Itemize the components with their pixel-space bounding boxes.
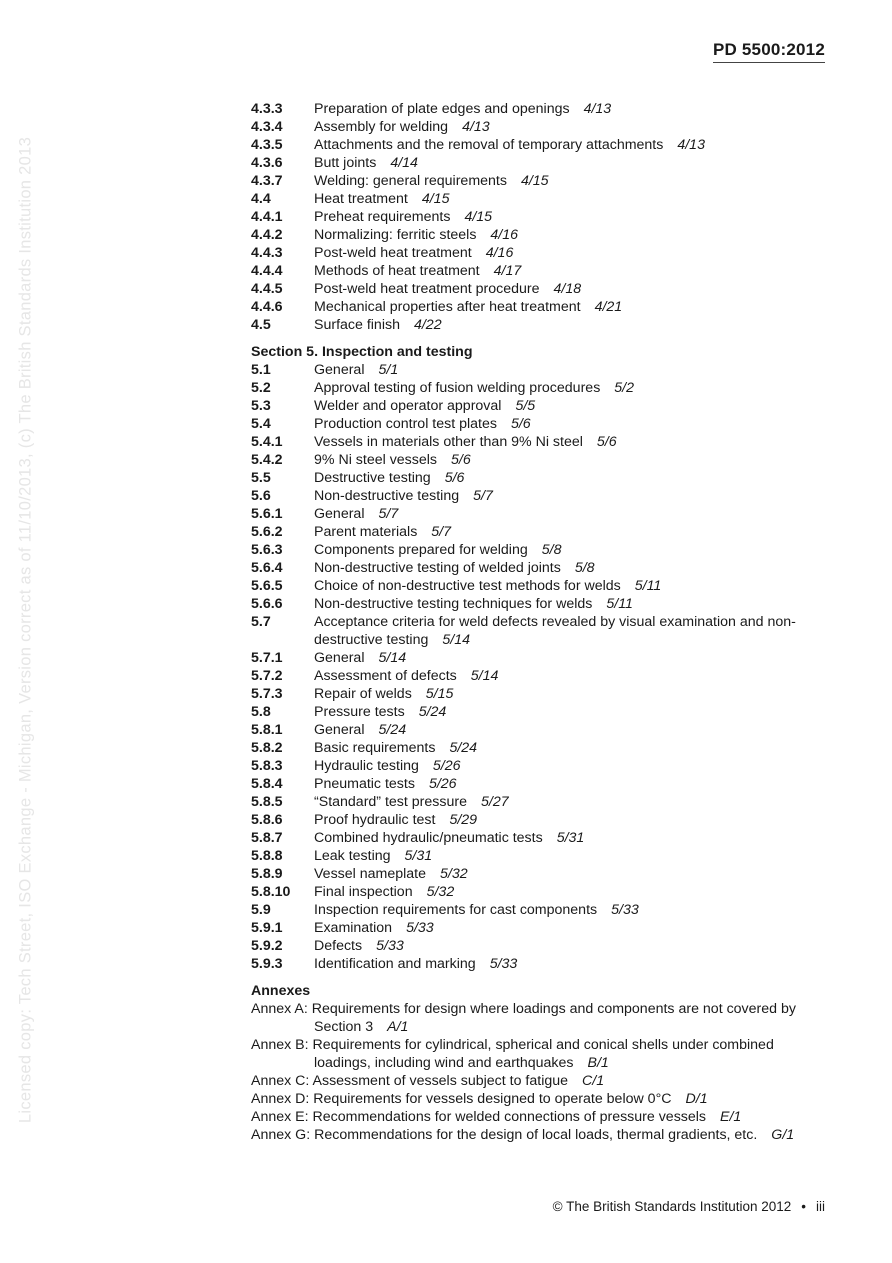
toc-entry[interactable] xyxy=(251,847,831,865)
entry-page: 4/15 xyxy=(520,173,549,189)
annexes-heading: Annexes xyxy=(251,983,311,999)
toc-entry[interactable] xyxy=(251,919,831,937)
toc-entry[interactable] xyxy=(251,298,831,316)
entry-number: 5.4.2 xyxy=(251,452,283,468)
entry-title xyxy=(314,919,434,937)
entry-number: 5.8.9 xyxy=(251,866,283,882)
entry-title xyxy=(314,847,432,865)
entry-title xyxy=(314,262,521,280)
entry-title-text: Production control test plates xyxy=(314,416,497,432)
annex-page: C/1 xyxy=(582,1073,605,1089)
entry-title xyxy=(314,811,477,829)
toc-entry[interactable] xyxy=(251,469,831,487)
toc-entry[interactable] xyxy=(251,649,831,667)
annex-entry[interactable] xyxy=(251,1090,831,1108)
toc-entry[interactable] xyxy=(251,280,831,298)
toc-entry[interactable] xyxy=(251,937,831,955)
entry-title-text: Assembly for welding xyxy=(314,119,449,135)
toc-entry[interactable] xyxy=(251,433,831,451)
toc-entry[interactable] xyxy=(251,244,831,262)
entry-title xyxy=(314,100,611,118)
entry-page: 5/14 xyxy=(470,668,499,684)
entry-page: 4/17 xyxy=(493,263,522,279)
entry-number: 5.4.1 xyxy=(251,434,283,450)
entry-number: 4.3.6 xyxy=(251,155,283,171)
annex-title: Annex D: Requirements for vessels designed to operate below 0°C xyxy=(251,1091,672,1107)
entry-title-text: Examination xyxy=(314,920,393,936)
annex-page: B/1 xyxy=(587,1055,609,1071)
toc-entry[interactable] xyxy=(251,523,831,541)
entry-number: 5.2 xyxy=(251,380,271,396)
toc-group-section5 xyxy=(251,361,831,973)
entry-title-text: Assessment of defects xyxy=(314,668,457,684)
entry-number: 5.7.3 xyxy=(251,686,283,702)
entry-title xyxy=(314,433,617,451)
entry-page: 5/8 xyxy=(541,542,562,558)
entry-title-text: Post-weld heat treatment xyxy=(314,245,472,261)
license-watermark: Licensed copy: Tech Street, ISO Exchange - Michigan, Version correct as of 11/10/2013, (c) The British Standards Institution 2013 xyxy=(16,136,35,1124)
entry-title-text: Inspection requirements for cast components xyxy=(314,902,598,918)
entry-page: 5/6 xyxy=(596,434,617,450)
entry-number: 5.8.4 xyxy=(251,776,283,792)
toc-entry[interactable] xyxy=(251,190,831,208)
entry-page: 5/5 xyxy=(515,398,536,414)
entry-title xyxy=(314,541,561,559)
entry-title xyxy=(314,298,622,316)
entry-page: 5/31 xyxy=(404,848,433,864)
entry-title xyxy=(314,901,639,919)
entry-page: 5/33 xyxy=(376,938,404,954)
annex-entry[interactable] xyxy=(251,1036,831,1072)
entry-title-text: Leak testing xyxy=(314,848,391,864)
toc-entry[interactable] xyxy=(251,505,831,523)
annex-page: D/1 xyxy=(685,1091,708,1107)
entry-number: 5.6 xyxy=(251,488,271,504)
toc-entry[interactable] xyxy=(251,226,831,244)
entry-title xyxy=(314,883,454,901)
entry-number: 4.5 xyxy=(251,317,271,333)
entry-title xyxy=(314,703,446,721)
entry-number: 5.6.6 xyxy=(251,596,283,612)
entry-title-text: Attachments and the removal of temporary attachments xyxy=(314,137,664,153)
entry-title-text: Pneumatic tests xyxy=(314,776,415,792)
entry-title xyxy=(314,379,634,397)
annex-page: A/1 xyxy=(387,1019,409,1035)
entry-number: 5.8.8 xyxy=(251,848,283,864)
entry-page: 5/6 xyxy=(451,452,471,468)
entry-title-text: Butt joints xyxy=(314,155,377,171)
annex-entry[interactable] xyxy=(251,1072,831,1090)
entry-title-text: 9% Ni steel vessels xyxy=(314,452,438,468)
entry-page: 5/2 xyxy=(614,380,635,396)
entry-title xyxy=(314,685,453,703)
entry-page: 5/24 xyxy=(449,740,478,756)
entry-page: 5/7 xyxy=(473,488,493,504)
entry-title-text: General xyxy=(314,722,365,738)
section-5-heading: Section 5. Inspection and testing xyxy=(251,344,473,360)
entry-title-text: Basic requirements xyxy=(314,740,436,756)
entry-title-text: Defects xyxy=(314,938,363,954)
entry-number: 5.6.4 xyxy=(251,560,283,576)
entry-title-text: Choice of non-destructive test methods for welds xyxy=(314,578,621,594)
entry-title-text: General xyxy=(314,650,365,666)
entry-title-text: Components prepared for welding xyxy=(314,542,528,558)
entry-number: 5.8.1 xyxy=(251,722,283,738)
entry-page: 4/21 xyxy=(594,299,623,315)
entry-number: 5.8.7 xyxy=(251,830,283,846)
toc-entry[interactable] xyxy=(251,613,831,649)
entry-title-text: Mechanical properties after heat treatment xyxy=(314,299,581,315)
entry-page: 5/14 xyxy=(378,650,407,666)
annex-entry[interactable] xyxy=(251,1126,831,1144)
entry-number: 4.3.7 xyxy=(251,173,283,189)
entry-title xyxy=(314,172,549,190)
entry-page: 5/26 xyxy=(432,758,461,774)
toc-entry[interactable] xyxy=(251,451,831,469)
entry-title xyxy=(314,523,451,541)
entry-title-text: Identification and marking xyxy=(314,956,476,972)
entry-title-text: Combined hydraulic/pneumatic tests xyxy=(314,830,543,846)
entry-number: 5.6.1 xyxy=(251,506,283,522)
entry-page: 5/7 xyxy=(378,506,399,522)
entry-page: 5/33 xyxy=(406,920,434,936)
entry-number: 5.8 xyxy=(251,704,271,720)
entry-title xyxy=(314,667,498,685)
entry-title-text: Non-destructive testing of welded joints xyxy=(314,560,561,576)
toc-entry[interactable] xyxy=(251,757,831,775)
entry-number: 4.3.4 xyxy=(251,119,283,135)
annex-title: Annex A: Requirements for design where loadings and components are not covered by Section 3 xyxy=(251,1001,796,1035)
page-footer xyxy=(553,1199,825,1214)
entry-page: 5/24 xyxy=(378,722,407,738)
annex-entry[interactable] xyxy=(251,1108,831,1126)
entry-number: 4.3.3 xyxy=(251,101,283,117)
toc-entry[interactable] xyxy=(251,208,831,226)
entry-page: 4/15 xyxy=(421,191,450,207)
entry-page: 5/6 xyxy=(510,416,531,432)
entry-title-text: “Standard” test pressure xyxy=(314,794,467,810)
entry-number: 5.8.2 xyxy=(251,740,283,756)
toc-entry[interactable] xyxy=(251,883,831,901)
toc-entry[interactable] xyxy=(251,595,831,613)
annex-title: Annex C: Assessment of vessels subject to fatigue xyxy=(251,1073,569,1089)
entry-title xyxy=(314,487,493,505)
entry-title-text: Final inspection xyxy=(314,884,413,900)
entry-title-text: Heat treatment xyxy=(314,191,408,207)
entry-title-text: Post-weld heat treatment procedure xyxy=(314,281,540,297)
toc-entry[interactable] xyxy=(251,955,831,973)
entry-number: 4.4.2 xyxy=(251,227,283,243)
entry-title xyxy=(314,226,518,244)
entry-title xyxy=(314,154,418,172)
entry-title xyxy=(314,577,661,595)
entry-title xyxy=(314,118,490,136)
entry-title xyxy=(314,415,531,433)
toc-entry[interactable] xyxy=(251,361,831,379)
annex-title: Annex G: Recommendations for the design of local loads, thermal gradients, etc. xyxy=(251,1127,758,1143)
entry-title xyxy=(314,595,633,613)
entry-title xyxy=(314,865,468,883)
entry-title-text: Hydraulic testing xyxy=(314,758,419,774)
entry-title-text: Repair of welds xyxy=(314,686,412,702)
table-of-contents xyxy=(251,100,831,1144)
toc-entry[interactable] xyxy=(251,721,831,739)
entry-number: 5.9.3 xyxy=(251,956,283,972)
entry-title-text: Surface finish xyxy=(314,317,400,333)
entry-title-text: General xyxy=(314,362,365,378)
copyright-notice: © The British Standards Institution 2012 xyxy=(552,1199,792,1214)
entry-title xyxy=(314,793,509,811)
entry-number: 5.8.3 xyxy=(251,758,283,774)
annex-page: E/1 xyxy=(720,1109,742,1125)
entry-title xyxy=(314,244,513,262)
annex-list xyxy=(251,1000,831,1144)
entry-number: 5.9.1 xyxy=(251,920,283,936)
toc-entry[interactable] xyxy=(251,559,831,577)
toc-entry[interactable] xyxy=(251,262,831,280)
entry-title-text: Approval testing of fusion welding procedures xyxy=(314,380,601,396)
entry-page: 5/24 xyxy=(418,704,447,720)
toc-entry[interactable] xyxy=(251,100,831,118)
entry-title-text: Preheat requirements xyxy=(314,209,451,225)
document-id: PD 5500:2012 xyxy=(713,40,825,63)
entry-title-text: Proof hydraulic test xyxy=(314,812,436,828)
entry-page: 5/11 xyxy=(606,596,633,612)
entry-title xyxy=(314,613,831,649)
entry-title-text: Parent materials xyxy=(314,524,418,540)
entry-title xyxy=(314,757,461,775)
entry-page: 5/32 xyxy=(440,866,468,882)
entry-title-text: Non-destructive testing techniques for welds xyxy=(314,596,593,612)
entry-page: 4/15 xyxy=(464,209,493,225)
entry-title xyxy=(314,937,404,955)
entry-title-text: Methods of heat treatment xyxy=(314,263,480,279)
toc-entry[interactable] xyxy=(251,415,831,433)
entry-number: 4.4.4 xyxy=(251,263,283,279)
toc-entry[interactable] xyxy=(251,487,831,505)
entry-page: 5/15 xyxy=(425,686,454,702)
entry-number: 4.4.1 xyxy=(251,209,283,225)
entry-title xyxy=(314,190,449,208)
entry-number: 4.4.5 xyxy=(251,281,283,297)
toc-entry[interactable] xyxy=(251,703,831,721)
entry-number: 5.8.5 xyxy=(251,794,283,810)
toc-entry[interactable] xyxy=(251,793,831,811)
entry-page: 5/29 xyxy=(449,812,478,828)
entry-title-text: Welder and operator approval xyxy=(314,398,502,414)
entry-number: 5.1 xyxy=(251,362,271,378)
entry-title xyxy=(314,505,398,523)
entry-title xyxy=(314,469,464,487)
entry-number: 5.8.6 xyxy=(251,812,283,828)
toc-entry[interactable] xyxy=(251,136,831,154)
entry-title xyxy=(314,829,584,847)
entry-title-text: Vessels in materials other than 9% Ni steel xyxy=(314,434,583,450)
entry-title xyxy=(314,649,406,667)
toc-entry[interactable] xyxy=(251,811,831,829)
toc-entry[interactable] xyxy=(251,865,831,883)
entry-number: 5.9.2 xyxy=(251,938,283,954)
entry-page: 5/7 xyxy=(431,524,452,540)
toc-entry[interactable] xyxy=(251,541,831,559)
entry-number: 5.7.1 xyxy=(251,650,283,666)
entry-title xyxy=(314,136,705,154)
entry-number: 5.7.2 xyxy=(251,668,283,684)
toc-entry[interactable] xyxy=(251,667,831,685)
entry-page: 5/33 xyxy=(611,902,639,918)
entry-number: 5.6.3 xyxy=(251,542,283,558)
entry-title xyxy=(314,559,595,577)
toc-entry[interactable] xyxy=(251,577,831,595)
annex-title: Annex B: Requirements for cylindrical, spherical and conical shells under combined loadings, including wind and earthquakes xyxy=(251,1037,774,1071)
entry-page: 4/18 xyxy=(553,281,582,297)
toc-entry[interactable] xyxy=(251,397,831,415)
annex-page: G/1 xyxy=(771,1127,795,1143)
entry-number: 5.3 xyxy=(251,398,271,414)
entry-title-text: Pressure tests xyxy=(314,704,405,720)
entry-number: 5.6.2 xyxy=(251,524,283,540)
entry-page: 4/22 xyxy=(413,317,442,333)
toc-entry[interactable] xyxy=(251,316,831,334)
toc-entry[interactable] xyxy=(251,154,831,172)
entry-number: 5.6.5 xyxy=(251,578,283,594)
bullet-separator: • xyxy=(801,1199,806,1214)
entry-number: 4.4.3 xyxy=(251,245,283,261)
toc-entry[interactable] xyxy=(251,379,831,397)
entry-number: 4.4.6 xyxy=(251,299,283,315)
entry-page: 5/26 xyxy=(428,776,457,792)
entry-title-text: Acceptance criteria for weld defects revealed by visual examination and non-destructive testing xyxy=(314,614,796,648)
entry-page: 5/6 xyxy=(444,470,465,486)
entry-number: 5.5 xyxy=(251,470,271,486)
entry-page: 5/14 xyxy=(442,632,470,648)
entry-title-text: Welding: general requirements xyxy=(314,173,507,189)
entry-number: 4.4 xyxy=(251,191,271,207)
entry-title-text: Non-destructive testing xyxy=(314,488,460,504)
entry-page: 4/13 xyxy=(462,119,490,135)
toc-entry[interactable] xyxy=(251,685,831,703)
entry-number: 5.7 xyxy=(251,614,271,630)
toc-entry[interactable] xyxy=(251,775,831,793)
entry-title xyxy=(314,721,406,739)
entry-title xyxy=(314,208,492,226)
entry-number: 5.4 xyxy=(251,416,271,432)
entry-title xyxy=(314,451,471,469)
entry-page: 4/14 xyxy=(390,155,418,171)
entry-title xyxy=(314,316,442,334)
entry-title-text: Preparation of plate edges and openings xyxy=(314,101,570,117)
entry-page: 5/1 xyxy=(378,362,399,378)
annex-entry[interactable] xyxy=(251,1000,831,1036)
toc-entry[interactable] xyxy=(251,901,831,919)
entry-page: 5/32 xyxy=(426,884,455,900)
entry-number: 4.3.5 xyxy=(251,137,283,153)
entry-title xyxy=(314,361,398,379)
entry-page: 5/11 xyxy=(634,578,662,594)
toc-entry[interactable] xyxy=(251,739,831,757)
entry-number: 5.9 xyxy=(251,902,271,918)
entry-title xyxy=(314,775,457,793)
entry-page: 4/16 xyxy=(485,245,514,261)
entry-title-text: Destructive testing xyxy=(314,470,431,486)
annex-title: Annex E: Recommendations for welded connections of pressure vessels xyxy=(251,1109,707,1125)
toc-entry[interactable] xyxy=(251,118,831,136)
entry-page: 5/33 xyxy=(489,956,518,972)
toc-entry[interactable] xyxy=(251,172,831,190)
entry-page: 4/16 xyxy=(490,227,519,243)
entry-page: 5/31 xyxy=(556,830,585,846)
entry-number: 5.8.10 xyxy=(251,884,291,900)
page-number: iii xyxy=(816,1199,825,1214)
entry-page: 4/13 xyxy=(677,137,705,153)
entry-title xyxy=(314,280,581,298)
entry-title xyxy=(314,955,517,973)
entry-page: 4/13 xyxy=(583,101,612,117)
entry-title-text: General xyxy=(314,506,365,522)
entry-title-text: Vessel nameplate xyxy=(314,866,426,882)
entry-page: 5/27 xyxy=(480,794,509,810)
entry-title-text: Normalizing: ferritic steels xyxy=(314,227,477,243)
entry-title xyxy=(314,397,535,415)
toc-group-section4 xyxy=(251,100,831,334)
toc-entry[interactable] xyxy=(251,829,831,847)
entry-title xyxy=(314,739,477,757)
entry-page: 5/8 xyxy=(574,560,595,576)
